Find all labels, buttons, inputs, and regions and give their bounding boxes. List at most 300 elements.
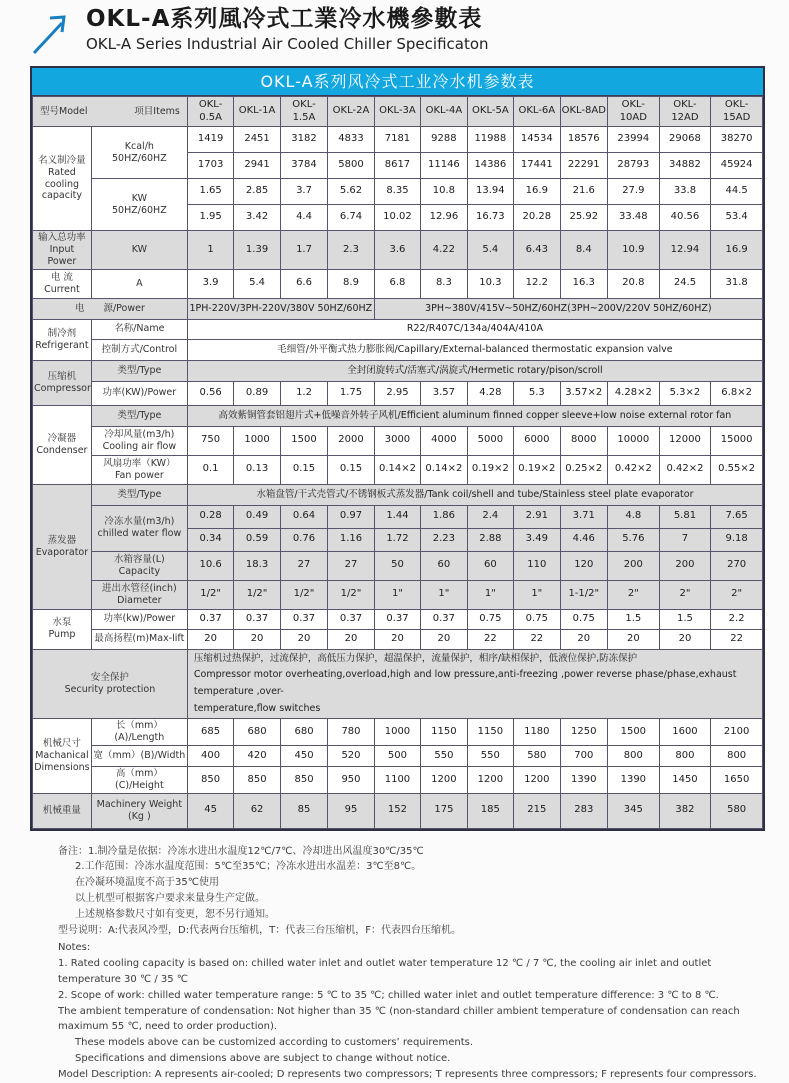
- value-cell: 14386: [467, 153, 513, 179]
- group-label-cell: 安全保护 Security protection: [33, 649, 188, 719]
- item-label-cell: 类型/Type: [91, 405, 187, 426]
- value-cell: 28793: [608, 153, 660, 179]
- group-label-cell: 水泵 Pump: [33, 609, 92, 649]
- value-cell: 500: [374, 745, 420, 766]
- value-cell: R22/R407C/134a/404A/410A: [187, 319, 762, 339]
- value-cell: 420: [234, 745, 280, 766]
- value-cell: 4.4: [280, 205, 327, 231]
- value-cell: 1390: [608, 766, 660, 793]
- table-caption: OKL-A系列风冷式工业冷水机参数表: [32, 68, 763, 96]
- value-cell: 1PH-220V/3PH-220V/380V 50HZ/60HZ: [187, 298, 374, 319]
- note-line: 2.工作范围：冷冻水温度范围：5℃至35℃；冷冻水进出水温差：3℃至8℃。: [75, 861, 422, 873]
- value-cell: 0.97: [328, 505, 374, 528]
- value-cell: 0.37: [280, 609, 327, 629]
- value-cell: 0.28: [187, 505, 233, 528]
- value-cell: 3.71: [560, 505, 607, 528]
- value-cell: 0.25×2: [560, 455, 607, 484]
- value-cell: 4.8: [608, 505, 660, 528]
- item-label-cell: 进出水管径(inch) Diameter: [91, 580, 187, 609]
- value-cell: 12.94: [659, 231, 711, 270]
- value-cell: 520: [328, 745, 374, 766]
- item-label-cell: 名称/Name: [91, 319, 187, 339]
- value-cell: 0.59: [234, 528, 280, 551]
- value-cell: 1500: [608, 719, 660, 746]
- value-cell: 3PH~380V/415V~50HZ/60HZ(3PH~200V/220V 50HZ/60HZ): [374, 298, 762, 319]
- value-cell: 800: [711, 745, 763, 766]
- value-cell: 22: [711, 629, 763, 649]
- value-cell: 1/2": [187, 580, 233, 609]
- model-header-cell: OKL-0.5A: [187, 97, 233, 127]
- value-cell: 2": [659, 580, 711, 609]
- value-cell: 27: [328, 551, 374, 580]
- value-cell: 12000: [659, 426, 711, 455]
- value-cell: 10.3: [467, 269, 513, 298]
- value-cell: 680: [234, 719, 280, 746]
- group-label-cell: 名义制冷量 Rated cooling capacity: [33, 127, 92, 231]
- value-cell: 4.22: [421, 231, 467, 270]
- value-cell: 0.56: [187, 381, 233, 405]
- value-cell: 0.37: [328, 609, 374, 629]
- value-cell: 21.6: [560, 179, 607, 205]
- value-cell: 10.02: [374, 205, 420, 231]
- value-cell: 3.7: [280, 179, 327, 205]
- value-cell: 270: [711, 551, 763, 580]
- arrow-logo-icon: [26, 8, 78, 58]
- model-header-cell: OKL-2A: [328, 97, 374, 127]
- value-cell: 5.4: [467, 231, 513, 270]
- value-cell: 53.4: [711, 205, 763, 231]
- note-line: Notes:: [58, 942, 91, 954]
- model-header-cell: OKL-4A: [421, 97, 467, 127]
- value-cell: 0.37: [187, 609, 233, 629]
- value-cell: 20: [234, 629, 280, 649]
- model-header-cell: OKL-5A: [467, 97, 513, 127]
- value-cell: 全封闭旋转式/活塞式/涡旋式/Hermetic rotary/pison/scroll: [187, 360, 762, 381]
- value-cell: 20: [421, 629, 467, 649]
- value-cell: 2.91: [514, 505, 560, 528]
- value-cell: 1.7: [280, 231, 327, 270]
- value-cell: 6.74: [328, 205, 374, 231]
- value-cell: 1.65: [187, 179, 233, 205]
- value-cell: 12.96: [421, 205, 467, 231]
- value-cell: 283: [560, 793, 607, 828]
- item-label-cell: 水箱容量(L) Capacity: [91, 551, 187, 580]
- value-cell: 27: [280, 551, 327, 580]
- item-label-cell: 冷却风量(m3/h) Cooling air flow: [91, 426, 187, 455]
- model-header-cell: OKL-8AD: [560, 97, 607, 127]
- value-cell: 110: [514, 551, 560, 580]
- value-cell: 1-1/2": [560, 580, 607, 609]
- value-cell: 1.95: [187, 205, 233, 231]
- value-cell: 200: [608, 551, 660, 580]
- value-cell: 8.35: [374, 179, 420, 205]
- value-cell: 5.62: [328, 179, 374, 205]
- value-cell: 3.57: [421, 381, 467, 405]
- value-cell: 0.19×2: [514, 455, 560, 484]
- value-cell: 3.9: [187, 269, 233, 298]
- note-line: Specifications and dimensions above are subject to change without notice.: [75, 1052, 451, 1064]
- value-cell: 1650: [711, 766, 763, 793]
- note-line: Model Description: A represents air-cooled; D represents two compressors; T represents three compressors; F represents four compressors.: [58, 1068, 757, 1080]
- value-cell: 8.3: [421, 269, 467, 298]
- value-cell: 1390: [560, 766, 607, 793]
- note-line: 型号说明：A:代表风冷型，D:代表两台压缩机，T：代表三台压缩机，F：代表四台压缩机。: [58, 924, 461, 936]
- value-cell: 16.9: [711, 231, 763, 270]
- value-cell: 4000: [421, 426, 467, 455]
- value-cell: 5.76: [608, 528, 660, 551]
- value-cell: 高效紫铜管套铝翅片式+低噪音外转子风机/Efficient aluminum finned copper sleeve+low noise external rotor fan: [187, 405, 762, 426]
- group-label-cell: 输入总功率 Input Power: [33, 231, 92, 270]
- group-label-cell: 制冷剂 Refrigerant: [33, 319, 92, 360]
- item-label-cell: Machinery Weight (Kg ): [91, 793, 187, 828]
- value-cell: 压缩机过热保护，过流保护，高低压力保护，超温保护，流量保护，相序/缺相保护，低液位保护,防冻保护 Compressor motor overheating,overload,high and low pressure,anti-freezing ,power reverse phase/phase,exhaust temperature ,over- temperature,flow switches: [187, 649, 762, 719]
- value-cell: 20: [187, 629, 233, 649]
- value-cell: 5.3: [514, 381, 560, 405]
- value-cell: 水箱盘管/干式壳管式/不锈钢板式蒸发器/Tank coil/shell and tube/Stainless steel plate evaporator: [187, 484, 762, 505]
- value-cell: 580: [514, 745, 560, 766]
- value-cell: 7.65: [711, 505, 763, 528]
- value-cell: 6.6: [280, 269, 327, 298]
- value-cell: 1.39: [234, 231, 280, 270]
- value-cell: 0.75: [560, 609, 607, 629]
- group-label-cell: 压缩机 Compressor: [33, 360, 92, 405]
- value-cell: 1200: [514, 766, 560, 793]
- value-cell: 34882: [659, 153, 711, 179]
- item-label-cell: 类型/Type: [91, 360, 187, 381]
- value-cell: 20.28: [514, 205, 560, 231]
- value-cell: 3182: [280, 127, 327, 153]
- value-cell: 3.57×2: [560, 381, 607, 405]
- value-cell: 10.6: [187, 551, 233, 580]
- value-cell: 1600: [659, 719, 711, 746]
- item-label-cell: 宽（mm）(B)/Width: [91, 745, 187, 766]
- value-cell: 29068: [659, 127, 711, 153]
- value-cell: 152: [374, 793, 420, 828]
- value-cell: 1180: [514, 719, 560, 746]
- group-label-cell: 电 流 Current: [33, 269, 92, 298]
- value-cell: 2100: [711, 719, 763, 746]
- value-cell: 1: [187, 231, 233, 270]
- note-line: 以上机型可根据客户要求来量身生产定做。: [75, 893, 265, 905]
- page-subtitle: OKL-A Series Industrial Air Cooled Chiller Specificaton: [86, 34, 489, 53]
- value-cell: 0.19×2: [467, 455, 513, 484]
- value-cell: 2.85: [234, 179, 280, 205]
- value-cell: 0.37: [234, 609, 280, 629]
- item-label-cell: 风扇功率（KW） Fan power: [91, 455, 187, 484]
- value-cell: 1500: [280, 426, 327, 455]
- value-cell: 毛细管/外平衡式热力膨胀阀/Capillary/External-balanced thermostatic expansion valve: [187, 339, 762, 360]
- value-cell: 1": [374, 580, 420, 609]
- value-cell: 20: [374, 629, 420, 649]
- value-cell: 4833: [328, 127, 374, 153]
- masthead: [0, 0, 789, 58]
- value-cell: 400: [187, 745, 233, 766]
- value-cell: 1.75: [328, 381, 374, 405]
- value-cell: 6.8×2: [711, 381, 763, 405]
- value-cell: 4.28×2: [608, 381, 660, 405]
- value-cell: 22: [514, 629, 560, 649]
- value-cell: 9.18: [711, 528, 763, 551]
- value-cell: 850: [280, 766, 327, 793]
- value-cell: 1419: [187, 127, 233, 153]
- value-cell: 3784: [280, 153, 327, 179]
- value-cell: 23994: [608, 127, 660, 153]
- value-cell: 1000: [374, 719, 420, 746]
- value-cell: 185: [467, 793, 513, 828]
- item-label-cell: 功率(kw)/Power: [91, 609, 187, 629]
- value-cell: 0.37: [374, 609, 420, 629]
- value-cell: 1": [467, 580, 513, 609]
- value-cell: 1.2: [280, 381, 327, 405]
- model-header-cell: OKL-10AD: [608, 97, 660, 127]
- value-cell: 3.49: [514, 528, 560, 551]
- group-label-cell: 电 源/Power: [33, 298, 188, 319]
- value-cell: 31.8: [711, 269, 763, 298]
- value-cell: 11146: [421, 153, 467, 179]
- value-cell: 18576: [560, 127, 607, 153]
- value-cell: 60: [421, 551, 467, 580]
- note-line: 备注：1.制冷量是依据：冷冻水进出水温度12℃/7℃、冷却进出风温度30℃/35℃: [58, 845, 424, 857]
- value-cell: 700: [560, 745, 607, 766]
- value-cell: 580: [711, 793, 763, 828]
- value-cell: 2941: [234, 153, 280, 179]
- value-cell: 550: [467, 745, 513, 766]
- corner-model-label: 型号Model: [40, 105, 88, 117]
- value-cell: 0.76: [280, 528, 327, 551]
- value-cell: 1200: [467, 766, 513, 793]
- value-cell: 382: [659, 793, 711, 828]
- value-cell: 6000: [514, 426, 560, 455]
- value-cell: 25.92: [560, 205, 607, 231]
- value-cell: 10.8: [421, 179, 467, 205]
- value-cell: 5800: [328, 153, 374, 179]
- value-cell: 9288: [421, 127, 467, 153]
- value-cell: 0.13: [234, 455, 280, 484]
- notes-en: [58, 940, 761, 1082]
- model-header-cell: OKL-1A: [234, 97, 280, 127]
- value-cell: 5.81: [659, 505, 711, 528]
- value-cell: 1": [421, 580, 467, 609]
- value-cell: 0.37: [421, 609, 467, 629]
- value-cell: 5.4: [234, 269, 280, 298]
- value-cell: 33.8: [659, 179, 711, 205]
- value-cell: 0.75: [514, 609, 560, 629]
- value-cell: 2": [608, 580, 660, 609]
- value-cell: 215: [514, 793, 560, 828]
- item-label-cell: 长（mm）(A)/Length: [91, 719, 187, 746]
- value-cell: 13.94: [467, 179, 513, 205]
- value-cell: 2": [711, 580, 763, 609]
- item-label-cell: Kcal/h 50HZ/60HZ: [91, 127, 187, 179]
- value-cell: 345: [608, 793, 660, 828]
- value-cell: 1.72: [374, 528, 420, 551]
- value-cell: 16.3: [560, 269, 607, 298]
- value-cell: 2.88: [467, 528, 513, 551]
- value-cell: 5000: [467, 426, 513, 455]
- value-cell: 0.15: [280, 455, 327, 484]
- value-cell: 2.95: [374, 381, 420, 405]
- model-header-cell: OKL-12AD: [659, 97, 711, 127]
- value-cell: 1100: [374, 766, 420, 793]
- item-label-cell: 控制方式/Control: [91, 339, 187, 360]
- item-label-cell: 最高扬程(m)Max-lift: [91, 629, 187, 649]
- value-cell: 45: [187, 793, 233, 828]
- value-cell: 20: [608, 629, 660, 649]
- value-cell: 20: [328, 629, 374, 649]
- value-cell: 2.2: [711, 609, 763, 629]
- group-label-cell: 机械重量: [33, 793, 92, 828]
- value-cell: 3000: [374, 426, 420, 455]
- group-label-cell: 冷凝器 Condenser: [33, 405, 92, 484]
- value-cell: 1.5: [659, 609, 711, 629]
- model-header-cell: OKL-1.5A: [280, 97, 327, 127]
- value-cell: 0.42×2: [659, 455, 711, 484]
- value-cell: 16.9: [514, 179, 560, 205]
- value-cell: 8000: [560, 426, 607, 455]
- value-cell: 1000: [234, 426, 280, 455]
- item-label-cell: 功率(KW)/Power: [91, 381, 187, 405]
- corner-model-items: [33, 97, 188, 127]
- item-label-cell: KW: [91, 231, 187, 270]
- value-cell: 0.64: [280, 505, 327, 528]
- value-cell: 4.28: [467, 381, 513, 405]
- value-cell: 1450: [659, 766, 711, 793]
- item-label-cell: KW 50HZ/60HZ: [91, 179, 187, 231]
- value-cell: 22: [467, 629, 513, 649]
- value-cell: 1.44: [374, 505, 420, 528]
- value-cell: 27.9: [608, 179, 660, 205]
- value-cell: 0.15: [328, 455, 374, 484]
- notes-zh: [58, 844, 761, 939]
- value-cell: 4.46: [560, 528, 607, 551]
- value-cell: 10.9: [608, 231, 660, 270]
- model-header-cell: OKL-15AD: [711, 97, 763, 127]
- value-cell: 3.42: [234, 205, 280, 231]
- value-cell: 780: [328, 719, 374, 746]
- value-cell: 0.34: [187, 528, 233, 551]
- value-cell: 44.5: [711, 179, 763, 205]
- model-header-cell: OKL-6A: [514, 97, 560, 127]
- value-cell: 20: [659, 629, 711, 649]
- spec-table: [30, 66, 765, 831]
- value-cell: 7: [659, 528, 711, 551]
- value-cell: 45924: [711, 153, 763, 179]
- item-label-cell: 冷冻水量(m3/h) chilled water flow: [91, 505, 187, 551]
- note-line: These models above can be customized according to customers’ requirements.: [75, 1037, 473, 1049]
- note-line: 上述规格参数尺寸如有变更，恕不另行通知。: [75, 908, 275, 920]
- value-cell: 1200: [421, 766, 467, 793]
- value-cell: 0.49: [234, 505, 280, 528]
- value-cell: 1.5: [608, 609, 660, 629]
- value-cell: 8617: [374, 153, 420, 179]
- value-cell: 800: [659, 745, 711, 766]
- value-cell: 60: [467, 551, 513, 580]
- value-cell: 120: [560, 551, 607, 580]
- value-cell: 680: [280, 719, 327, 746]
- value-cell: 62: [234, 793, 280, 828]
- value-cell: 14534: [514, 127, 560, 153]
- item-label-cell: 类型/Type: [91, 484, 187, 505]
- value-cell: 11988: [467, 127, 513, 153]
- item-label-cell: 高（mm）(C)/Height: [91, 766, 187, 793]
- value-cell: 15000: [711, 426, 763, 455]
- value-cell: 0.89: [234, 381, 280, 405]
- value-cell: 0.1: [187, 455, 233, 484]
- value-cell: 1/2": [280, 580, 327, 609]
- value-cell: 2.3: [328, 231, 374, 270]
- value-cell: 175: [421, 793, 467, 828]
- value-cell: 850: [187, 766, 233, 793]
- notes: [58, 844, 761, 1083]
- value-cell: 1.16: [328, 528, 374, 551]
- value-cell: 1/2": [234, 580, 280, 609]
- value-cell: 200: [659, 551, 711, 580]
- group-label-cell: 机械尺寸 Machanical Dimensions: [33, 719, 92, 794]
- value-cell: 550: [421, 745, 467, 766]
- note-line: 在冷凝环境温度不高于35℃使用: [75, 877, 219, 889]
- value-cell: 20.8: [608, 269, 660, 298]
- value-cell: 800: [608, 745, 660, 766]
- value-cell: 16.73: [467, 205, 513, 231]
- model-header-cell: OKL-3A: [374, 97, 420, 127]
- value-cell: 0.55×2: [711, 455, 763, 484]
- value-cell: 8.4: [560, 231, 607, 270]
- value-cell: 8.9: [328, 269, 374, 298]
- value-cell: 0.42×2: [608, 455, 660, 484]
- value-cell: 17441: [514, 153, 560, 179]
- corner-items-label: 项目Items: [134, 105, 180, 117]
- value-cell: 2.4: [467, 505, 513, 528]
- value-cell: 18.3: [234, 551, 280, 580]
- value-cell: 33.48: [608, 205, 660, 231]
- value-cell: 2451: [234, 127, 280, 153]
- value-cell: 0.14×2: [421, 455, 467, 484]
- value-cell: 20: [280, 629, 327, 649]
- value-cell: 20: [560, 629, 607, 649]
- value-cell: 40.56: [659, 205, 711, 231]
- value-cell: 95: [328, 793, 374, 828]
- value-cell: 750: [187, 426, 233, 455]
- value-cell: 1250: [560, 719, 607, 746]
- value-cell: 6.43: [514, 231, 560, 270]
- value-cell: 2000: [328, 426, 374, 455]
- value-cell: 1/2": [328, 580, 374, 609]
- value-cell: 1150: [467, 719, 513, 746]
- value-cell: 1.86: [421, 505, 467, 528]
- value-cell: 38270: [711, 127, 763, 153]
- value-cell: 2.23: [421, 528, 467, 551]
- value-cell: 6.8: [374, 269, 420, 298]
- page-title: OKL-A系列風冷式工業冷水機參數表: [86, 6, 483, 32]
- value-cell: 10000: [608, 426, 660, 455]
- item-label-cell: A: [91, 269, 187, 298]
- note-line: 2. Scope of work: chilled water temperature range: 5 ℃ to 35 ℃; chilled water inlet and outlet temperature difference: 3 ℃ to 8 ℃.: [58, 989, 719, 1001]
- spec-table-grid: [32, 96, 763, 829]
- value-cell: 0.14×2: [374, 455, 420, 484]
- value-cell: 12.2: [514, 269, 560, 298]
- group-label-cell: 蒸发器 Evaporator: [33, 484, 92, 609]
- value-cell: 24.5: [659, 269, 711, 298]
- value-cell: 850: [234, 766, 280, 793]
- value-cell: 450: [280, 745, 327, 766]
- value-cell: 5.3×2: [659, 381, 711, 405]
- note-line: The ambient temperature of condensation: Not higher than 35 ℃ (non-standard chiller ambient temperature of condensation can reach maximum 55 ℃, need to order production).: [58, 1005, 740, 1033]
- value-cell: 3.6: [374, 231, 420, 270]
- value-cell: 0.75: [467, 609, 513, 629]
- value-cell: 7181: [374, 127, 420, 153]
- value-cell: 22291: [560, 153, 607, 179]
- value-cell: 1150: [421, 719, 467, 746]
